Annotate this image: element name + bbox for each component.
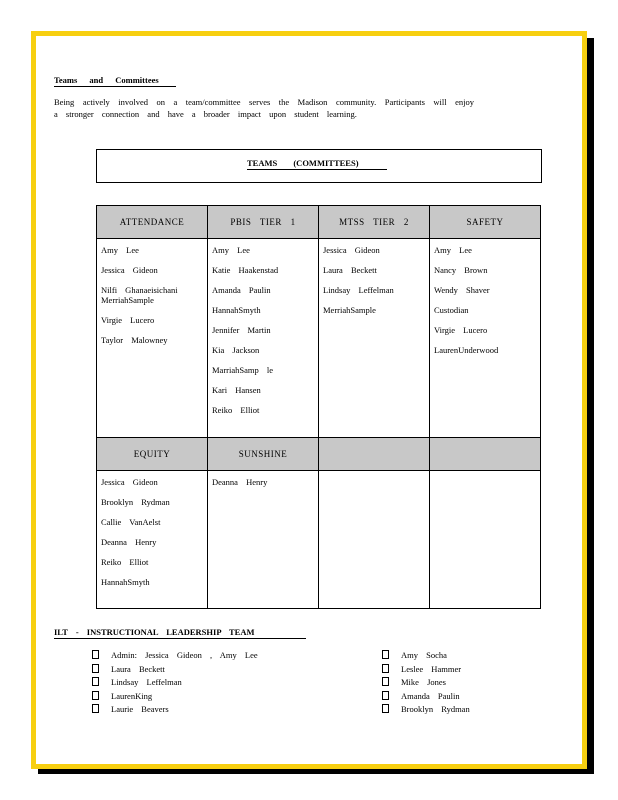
list-item <box>382 703 470 717</box>
member-name: Taylor Malowney <box>101 335 168 345</box>
committee-header: ATTENDANCE <box>97 206 208 239</box>
committee-header: SAFETY <box>430 206 541 239</box>
checkbox-bullet-icon <box>92 677 99 686</box>
checkbox-bullet-icon <box>382 650 389 659</box>
checkbox-bullet-icon <box>382 704 389 713</box>
member-name: Amanda Paulin <box>401 690 460 701</box>
list-item <box>92 676 258 690</box>
member-name: Katie Haakenstad <box>212 265 279 275</box>
list-item <box>382 690 470 704</box>
member-name: Reiko Elliot <box>212 405 260 415</box>
ilt-title: ILT - INSTRUCTIONAL LEADERSHIP TEAM <box>54 627 306 639</box>
member-name: Amy Lee <box>212 245 250 255</box>
member-name: Jennifer Martin <box>212 325 271 335</box>
member-name: HannahSmyth <box>212 305 261 315</box>
member-name: Laura Beckett <box>323 265 377 275</box>
committee-header: PBIS TIER 1 <box>208 206 319 239</box>
checkbox-bullet-icon <box>382 677 389 686</box>
committee-members-empty <box>319 471 430 609</box>
committee-header-empty <box>430 438 541 471</box>
member-name: Amy Socha <box>401 650 447 660</box>
committee-members <box>208 471 319 609</box>
member-name: Admin: Jessica Gideon , Amy Lee <box>111 650 258 660</box>
member-name: Amanda Paulin <box>212 285 271 295</box>
list-item <box>92 703 258 717</box>
committee-header-empty <box>319 438 430 471</box>
member-name: LaurenUnderwood <box>434 345 499 355</box>
member-name: MarriahSamp le <box>212 365 273 375</box>
member-name: Lindsay Leffelman <box>111 677 182 688</box>
intro-paragraph: Being actively involved on a team/committee serves the Madison community. Participants will enjoy a stronger connection and have a broader impact upon student learning. <box>54 97 474 119</box>
list-item <box>382 663 470 677</box>
committee-members <box>430 239 541 438</box>
member-name: Jessica Gideon <box>323 245 380 255</box>
list-item <box>92 690 258 704</box>
committee-members <box>97 471 208 609</box>
member-name: Laura Beckett <box>111 663 165 674</box>
committee-members-empty <box>430 471 541 609</box>
member-name: Deanna Henry <box>101 537 157 547</box>
member-name: Virgie Lucero <box>101 315 155 325</box>
member-name: Reiko Elliot <box>101 557 149 567</box>
member-name: Virgie Lucero <box>434 325 488 335</box>
checkbox-bullet-icon <box>92 691 99 700</box>
member-name: Nilfi Ghanaeisichani <box>101 285 178 295</box>
section-title: Teams and Committees <box>54 75 176 87</box>
list-item <box>382 676 470 690</box>
member-name: LaurenKing <box>111 690 153 701</box>
list-item <box>92 649 258 663</box>
member-name: Lindsay Leffelman <box>323 285 394 295</box>
member-name: Kia Jackson <box>212 345 260 355</box>
member-name: Brooklyn Rydman <box>101 497 170 507</box>
ilt-list-left <box>92 649 258 717</box>
teams-title: TEAMS (COMMITTEES) <box>247 158 387 170</box>
member-name: Mike Jones <box>401 677 446 688</box>
member-name: Callie VanAelst <box>101 517 161 527</box>
member-name: Custodian <box>434 305 469 315</box>
member-name: Kari Hansen <box>212 385 261 395</box>
list-item <box>382 649 470 663</box>
member-name: Amy Lee <box>101 245 139 255</box>
member-name: Wendy Shaver <box>434 285 490 295</box>
checkbox-bullet-icon <box>92 664 99 673</box>
ilt-list-right <box>382 649 470 717</box>
member-name: MerriahSample <box>101 295 154 305</box>
committee-header: MTSS TIER 2 <box>319 206 430 239</box>
teams-title-box <box>96 149 542 183</box>
checkbox-bullet-icon <box>382 691 389 700</box>
checkbox-bullet-icon <box>92 650 99 659</box>
committee-members <box>208 239 319 438</box>
member-name: HannahSmyth <box>101 577 150 587</box>
member-name: Nancy Brown <box>434 265 488 275</box>
member-name: Jessica Gideon <box>101 265 158 275</box>
committee-header: EQUITY <box>97 438 208 471</box>
member-name: Brooklyn Rydman <box>401 704 470 715</box>
committee-header: SUNSHINE <box>208 438 319 471</box>
list-item <box>92 663 258 677</box>
member-name: Laurie Beavers <box>111 704 169 715</box>
member-name: MerriahSample <box>323 305 376 315</box>
checkbox-bullet-icon <box>92 704 99 713</box>
committees-table <box>96 205 541 609</box>
member-name: Jessica Gideon <box>101 477 158 487</box>
member-name: Deanna Henry <box>212 477 268 487</box>
checkbox-bullet-icon <box>382 664 389 673</box>
member-name: Leslee Hammer <box>401 663 462 674</box>
committee-members <box>97 239 208 438</box>
member-name: Amy Lee <box>434 245 472 255</box>
committee-members <box>319 239 430 438</box>
